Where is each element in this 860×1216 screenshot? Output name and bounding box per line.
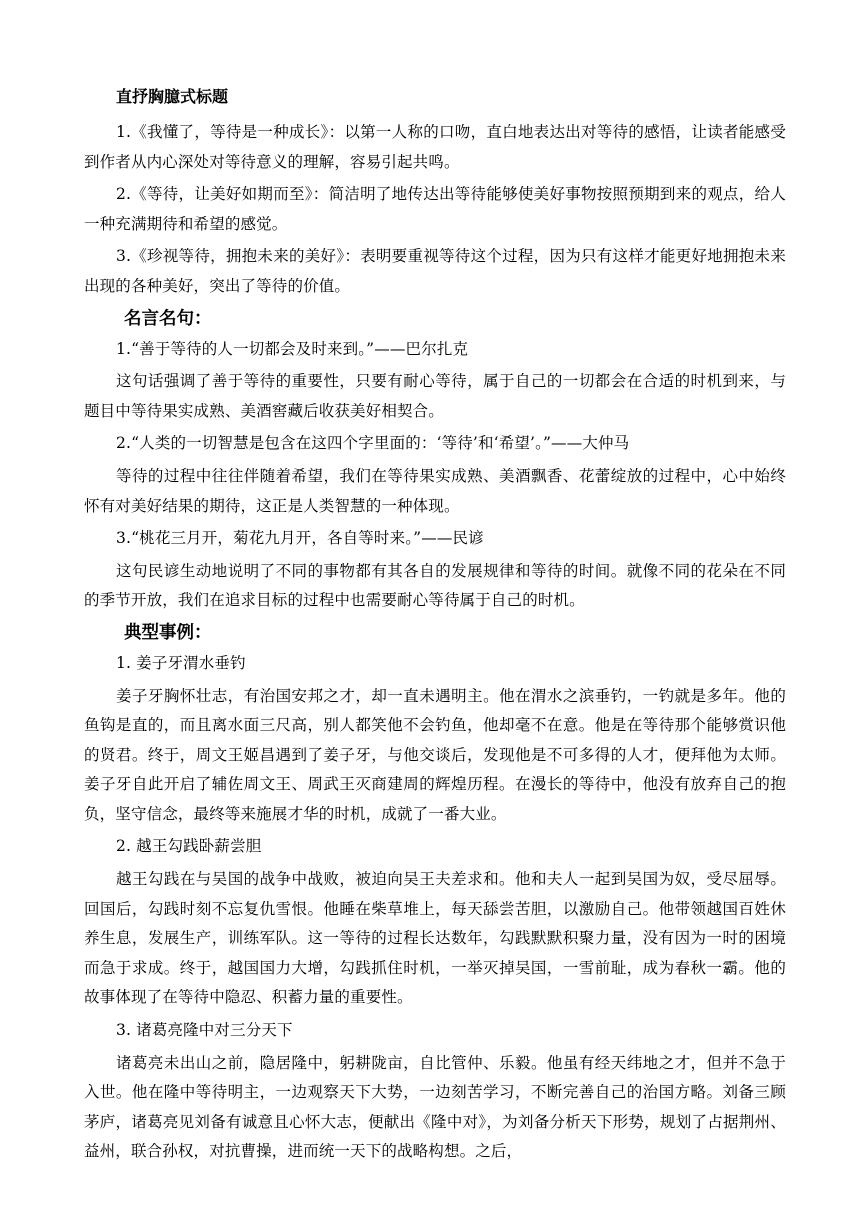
example-3-body: 诸葛亮未出山之前，隐居隆中，躬耕陇亩，自比管仲、乐毅。他虽有经天纬地之才，但并不急于入世。他在隆中等待明主，一边观察天下大势，一边刻苦学习，不断完善自己的治国方略。刘备三顾茅庐，诸葛亮见刘备有诚意且心怀大志，便献出《隆中对》，为刘备分析天下形势，规划了占据荆州、益州，联合孙权，对抗曹操，进而统一天下的战略构想。之后， xyxy=(84,1053,786,1161)
quote-2: 2.“人类的一切智慧是包含在这四个字里面的：‘等待’和‘希望’。”——大仲马 xyxy=(116,434,630,453)
section-heading-quotes: 名言名句： xyxy=(124,308,212,329)
example-2-title: 2. 越王勾践卧薪尝胆 xyxy=(116,837,262,856)
quote-1-explanation: 这句话强调了善于等待的重要性，只要有耐心等待，属于自己的一切都会在合适的时机到来，与题目中等待果实成熟、美酒窖藏后收获美好相契合。 xyxy=(84,372,786,420)
quote-3: 3.“桃花三月开，菊花九月开，各自等时来。”——民谚 xyxy=(116,529,484,548)
document-content xyxy=(84,84,786,1167)
title-item-3: 3.《珍视等待，拥抱未来的美好》：表明要重视等待这个过程，因为只有这样才能更好地拥抱未来出现的各种美好，突出了等待的价值。 xyxy=(84,247,786,295)
title-item-1: 1.《我懂了，等待是一种成长》：以第一人称的口吻，直白地表达出对等待的感悟，让读者能感受到作者从内心深处对等待意义的理解，容易引起共鸣。 xyxy=(84,123,786,171)
example-2-body: 越王勾践在与吴国的战争中战败，被迫向吴王夫差求和。他和夫人一起到吴国为奴，受尽屈辱。回国后，勾践时刻不忘复仇雪恨。他睡在柴草堆上，每天舔尝苦胆，以激励自己。他带领越国百姓休养生息，发展生产，训练军队。这一等待的过程长达数年，勾践默默积聚力量，没有因为一时的困境而急于求成。终于，越国国力大增，勾践抓住时机，一举灭掉吴国，一雪前耻，成为春秋一霸。他的故事体现了在等待中隐忍、积蓄力量的重要性。 xyxy=(84,870,786,1007)
example-3-title: 3. 诸葛亮隆中对三分天下 xyxy=(116,1021,293,1040)
example-1-body: 姜子牙胸怀壮志，有治国安邦之才，却一直未遇明主。他在渭水之滨垂钓，一钓就是多年。他的鱼钩是直的，而且离水面三尺高，别人都笑他不会钓鱼，他却毫不在意。他是在等待那个能够赏识他的贤君。终于，周文王姬昌遇到了姜子牙，与他交谈后，发现他是不可多得的人才，便拜他为太师。姜子牙自此开启了辅佐周文王、周武王灭商建周的辉煌历程。在漫长的等待中，他没有放弃自己的抱负，坚守信念，最终等来施展才华的时机，成就了一番大业。 xyxy=(84,686,786,823)
example-1-title: 1. 姜子牙渭水垂钓 xyxy=(116,653,246,672)
quote-3-explanation: 这句民谚生动地说明了不同的事物都有其各自的发展规律和等待的时间。就像不同的花朵在不同的季节开放，我们在追求目标的过程中也需要耐心等待属于自己的时机。 xyxy=(84,561,786,610)
section-heading-examples: 典型事例： xyxy=(124,622,212,643)
section-heading-direct-titles: 直抒胸臆式标题 xyxy=(116,87,229,106)
title-item-2: 2.《等待，让美好如期而至》：简洁明了地传达出等待能够使美好事物按照预期到来的观点，给人一种充满期待和希望的感觉。 xyxy=(84,185,786,233)
quote-1: 1.“善于等待的人一切都会及时来到。”——巴尔扎克 xyxy=(116,339,469,358)
quote-2-explanation: 等待的过程中往往伴随着希望，我们在等待果实成熟、美酒飘香、花蕾绽放的过程中，心中始终怀有对美好结果的期待，这正是人类智慧的一种体现。 xyxy=(84,466,786,515)
